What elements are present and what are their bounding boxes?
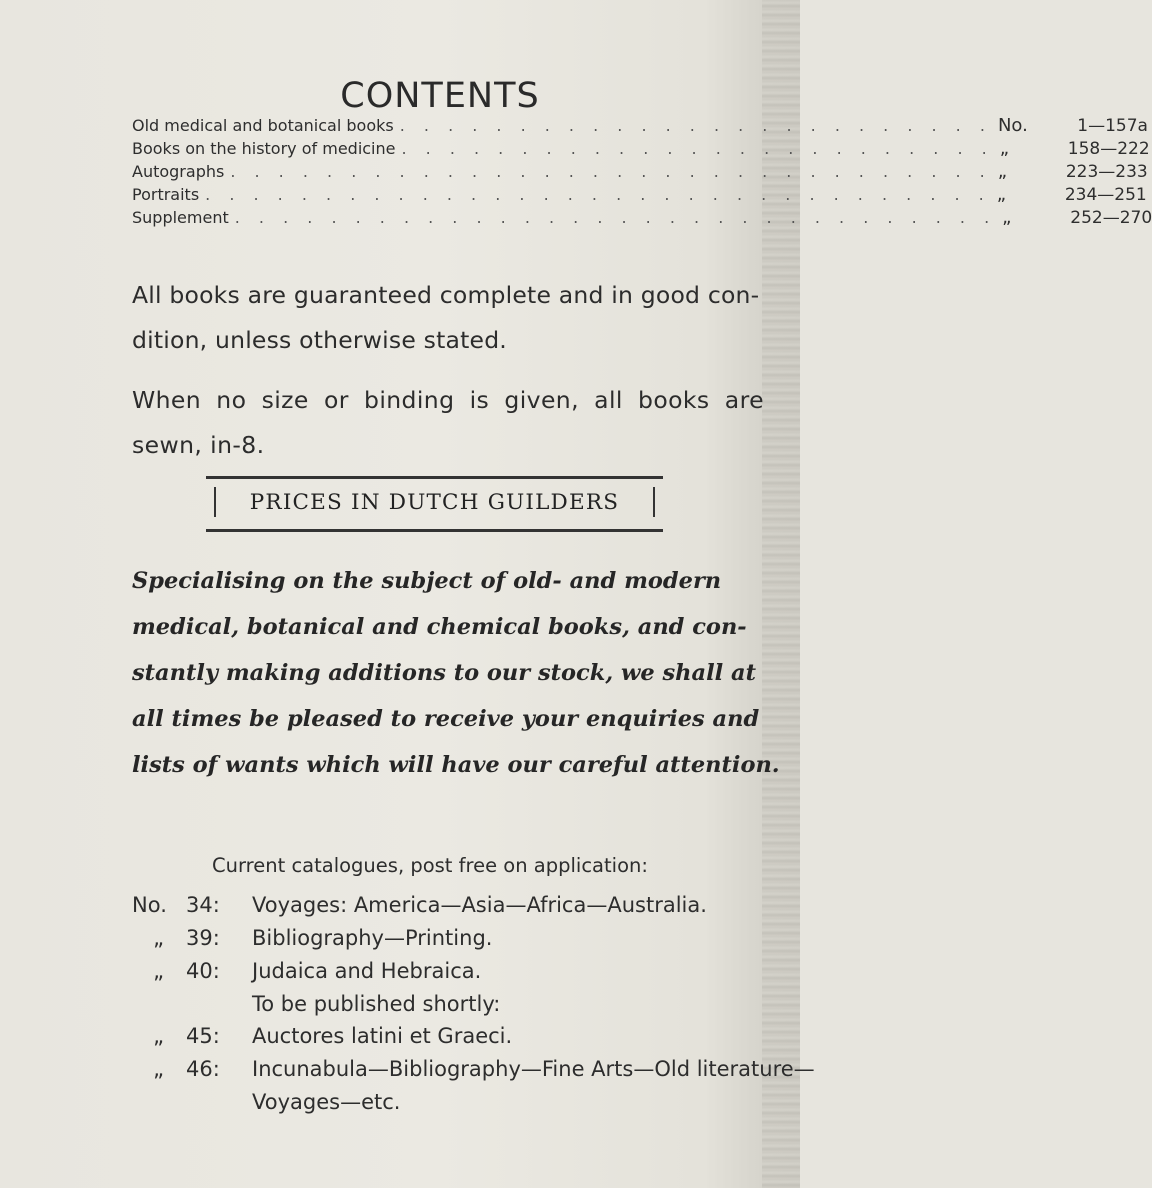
contents-row (132, 161, 1148, 184)
specialising-line: all times be pleased to receive your enquiries and (132, 706, 760, 732)
catalogue-title: Bibliography—Printing. (252, 926, 493, 950)
contents-range: 1—157a (1077, 116, 1148, 136)
catalogue-mark: „ (153, 959, 164, 983)
size-note-word: size (261, 386, 309, 414)
contents-range: 252—270 (1070, 208, 1152, 228)
catalogue-number: 39: (186, 926, 220, 950)
contents-prefix: „ (1002, 207, 1012, 228)
size-note-line (132, 378, 764, 423)
catalogue-item (132, 1057, 815, 1090)
catalogue-title: Auctores latini et Graeci. (252, 1024, 513, 1048)
catalogue-item (132, 893, 772, 926)
catalogue-title: Incunabula—Bibliography—Fine Arts—Old literature— (252, 1057, 815, 1081)
catalogue-number: 45: (186, 1024, 220, 1048)
contents-prefix: No. (997, 115, 1028, 136)
catalogue-mark: „ (153, 1057, 164, 1081)
leader-dots: . . . . . . . . . . . . . . . . . . . . . . . . . . . . . . . . (230, 162, 992, 181)
prices-banner-text: PRICES IN DUTCH GUILDERS (249, 490, 620, 515)
catalogue-number: 40: (186, 959, 220, 983)
size-note-word: no (216, 386, 247, 414)
size-note-paragraph (132, 378, 772, 468)
catalogue-mark: No. (132, 893, 167, 917)
catalogue-item (132, 926, 772, 959)
catalogue-item (132, 1024, 772, 1057)
contents-row (132, 207, 1152, 230)
leader-dots: . . . . . . . . . . . . . . . . . . . . . . . . . (401, 139, 994, 158)
guarantee-line: dition, unless otherwise stated. (132, 326, 507, 354)
contents-range: 223—233 (1065, 162, 1148, 182)
contents-range: 234—251 (1064, 185, 1147, 205)
catalogue-title: Judaica and Hebraica. (252, 959, 482, 983)
contents-row (132, 138, 1150, 161)
size-note-word: all (594, 386, 623, 414)
guarantee-paragraph (132, 273, 772, 363)
size-note-word: is (469, 386, 490, 414)
contents-label: Supplement (132, 208, 229, 227)
leader-dots: . . . . . . . . . . . . . . . . . . . . . . . . . (399, 116, 992, 135)
contents-list (132, 115, 1152, 230)
contents-prefix: „ (997, 161, 1008, 182)
contents-label: Old medical and botanical books (132, 116, 394, 135)
catalogue-title: Voyages: America—Asia—Africa—Australia. (252, 893, 707, 917)
catalogue-item (132, 959, 772, 992)
size-note-word: or (323, 386, 349, 414)
contents-row (132, 184, 1147, 207)
size-note-word: are (724, 386, 764, 414)
specialising-line: stantly making additions to our stock, we shall at (132, 660, 757, 686)
specialising-paragraph (132, 558, 792, 788)
catalogue-list (132, 893, 815, 1122)
size-note-word: books (638, 386, 710, 414)
catalogue-number: 34: (186, 893, 220, 917)
size-note-line: sewn, in-8. (132, 431, 265, 459)
contents-row (132, 115, 1148, 138)
catalogue-mark: „ (153, 1024, 164, 1048)
catalogue-mark: „ (153, 926, 164, 950)
size-note-word: When (132, 386, 202, 414)
contents-label: Autographs (132, 162, 225, 181)
banner-bar-right (653, 487, 655, 517)
contents-label: Books on the history of medicine (132, 139, 396, 158)
specialising-line: lists of wants which will have our careful attention. (132, 752, 780, 778)
contents-label: Portraits (132, 185, 200, 204)
prices-banner (206, 476, 663, 532)
contents-prefix: „ (996, 184, 1007, 205)
specialising-line: medical, botanical and chemical books, and con- (132, 614, 747, 640)
catalogue-subheading: To be published shortly: (252, 992, 501, 1016)
leader-dots: . . . . . . . . . . . . . . . . . . . . . . . . . . . . . . . . . (205, 185, 991, 204)
catalogues-intro: Current catalogues, post free on application: (212, 854, 648, 877)
catalogue-number: 46: (186, 1057, 220, 1081)
specialising-line: Specialising on the subject of old- and modern (132, 568, 722, 594)
contents-prefix: „ (999, 138, 1010, 159)
size-note-word: binding (364, 386, 455, 414)
contents-range: 158—222 (1067, 139, 1150, 159)
size-note-word: given, (504, 386, 579, 414)
guarantee-line: All books are guaranteed complete and in good con- (132, 281, 760, 309)
catalogue-continuation: Voyages—etc. (252, 1090, 401, 1114)
page-title: CONTENTS (340, 76, 540, 116)
leader-dots: . . . . . . . . . . . . . . . . . . . . . . . . . . . . . . . . (234, 208, 997, 227)
